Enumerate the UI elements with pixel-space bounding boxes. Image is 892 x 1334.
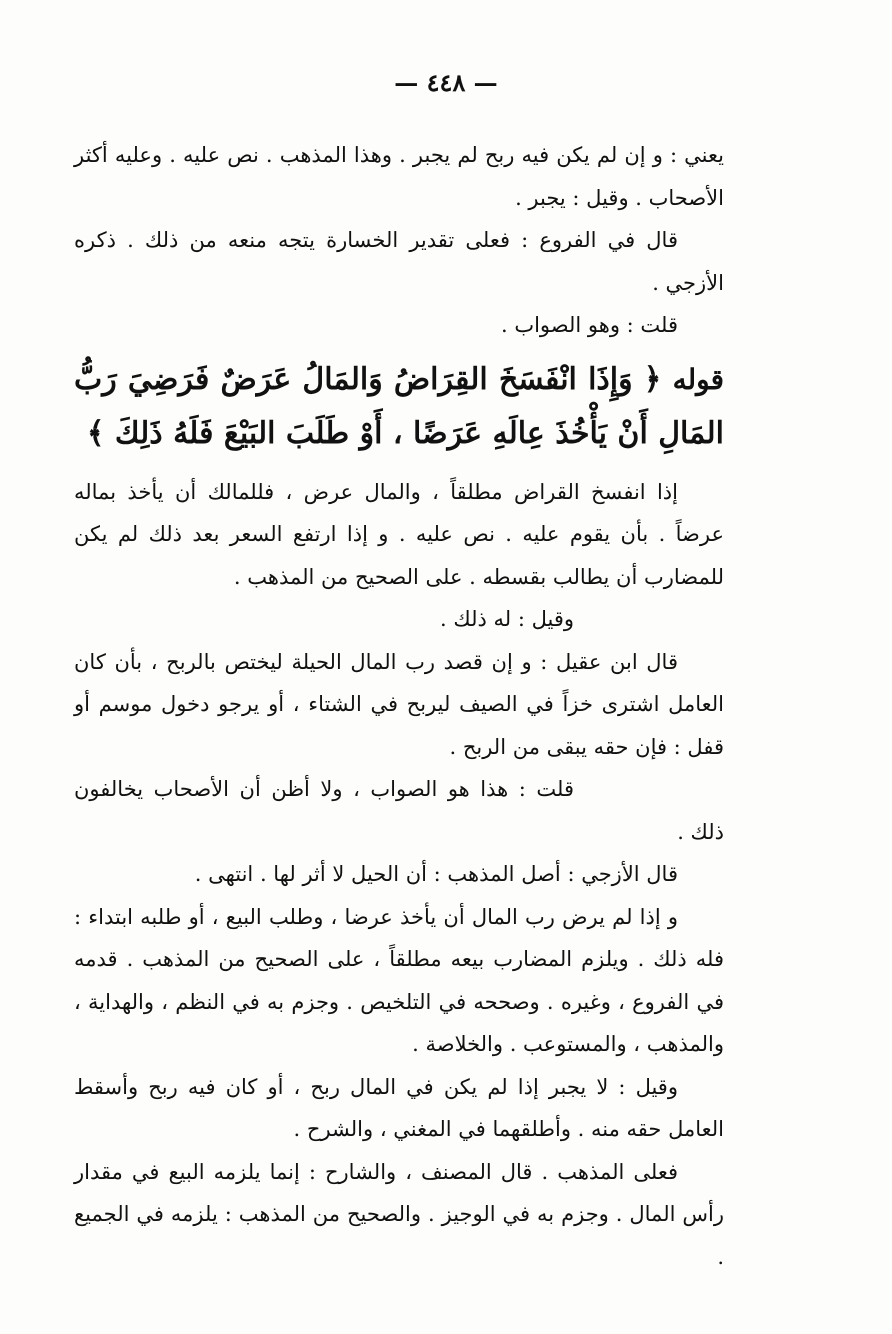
page-body [74, 134, 724, 1278]
paragraph: إذا انفسخ القراض مطلقاً ، والمال عرض ، فللمالك أن يأخذ بماله عرضاً . بأن يقوم عليه . نص عليه . و إذا ارتفع السعر بعد ذلك لم يكن للمضارب أن يطالب بقسطه . على الصحيح من المذهب . [74, 479, 724, 589]
paragraph: قال في الفروع : فعلى تقدير الخسارة يتجه منعه من ذلك . ذكره الأزجي . [74, 228, 724, 295]
paragraph: يعني : و إن لم يكن فيه ربح لم يجبر . وهذا المذهب . نص عليه . وعليه أكثر الأصحاب . وقيل : يجبر . [74, 143, 724, 210]
verse-label: قوله [672, 362, 724, 396]
paragraph: قلت : هذا هو الصواب ، ولا أظن أن الأصحاب يخالفون ذلك . [74, 777, 724, 844]
page-number: — ٤٤٨ — [394, 68, 498, 97]
paragraph: وقيل : له ذلك . [440, 607, 574, 631]
paragraph: و إذا لم يرض رب المال أن يأخذ عرضا ، وطلب البيع ، أو طلبه ابتداء : فله ذلك . ويلزم المضارب بيعه مطلقاً ، على الصحيح من المذهب . قدمه في الفروع ، وغيره . وصححه في التلخيص . وجزم به في النظم ، والهداية ، والمذهب ، والمستوعب . والخلاصة . [74, 904, 724, 1056]
paragraph: قال الأزجي : أصل المذهب : أن الحيل لا أثر لها . انتهى . [194, 862, 678, 886]
paragraph: وقيل : لا يجبر إذا لم يكن في المال ربح ، أو كان فيه ربح وأسقط العامل حقه منه . وأطلقهما في المغني ، والشرح . [74, 1074, 724, 1141]
verse-text: ﴿ وَإِذَا انْفَسَخَ القِرَاضُ وَالمَالُ عَرَضٌ فَرَضِيَ رَبُّ المَالِ أَنْ يَأْخُذَ عِالَهِ عَرَضًا ، أَوْ طَلَبَ البَيْعَ فَلَهُ ذَلِكَ ﴾ [74, 361, 724, 451]
paragraph: فعلى المذهب . قال المصنف ، والشارح : إنما يلزمه البيع في مقدار رأس المال . وجزم به في الوجيز . والصحيح من المذهب : يلزمه في الجميع . [74, 1159, 724, 1269]
quoted-verse [74, 353, 724, 461]
paragraph: قال ابن عقيل : و إن قصد رب المال الحيلة ليختص بالربح ، بأن كان العامل اشترى خزاً في الصيف ليربح في الشتاء ، أو يرجو دخول موسم أو قفل : فإن حقه يبقى من الربح . [74, 649, 724, 759]
paragraph: قلت : وهو الصواب . [500, 313, 678, 337]
